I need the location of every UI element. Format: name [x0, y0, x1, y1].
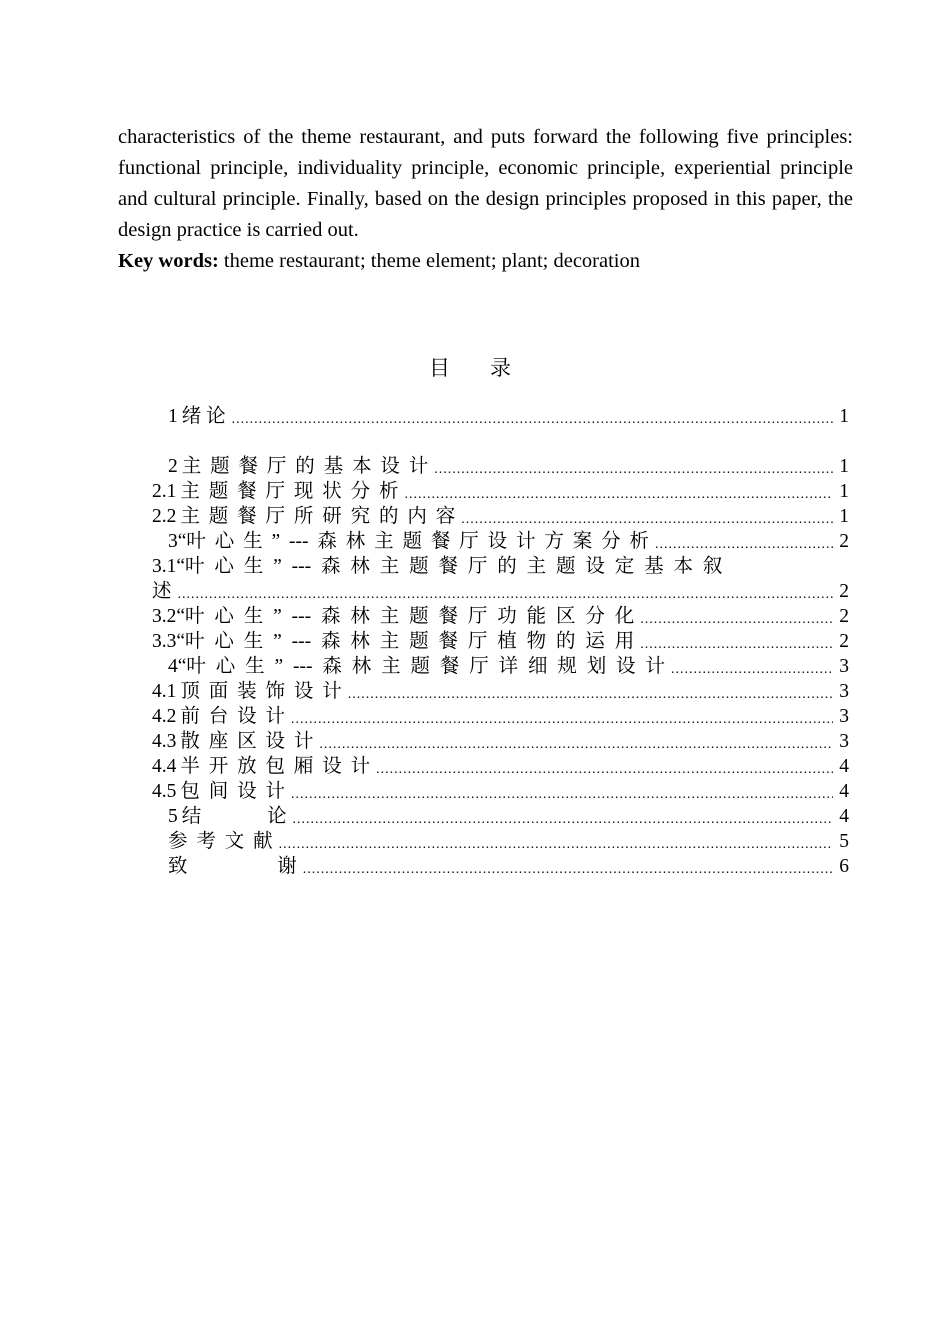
toc-entry[interactable] — [152, 729, 849, 754]
toc-entry[interactable] — [152, 629, 849, 654]
toc-entry-page: 3 — [839, 706, 849, 727]
abstract-paragraph: characteristics of the theme restaurant, and puts forward the following five principles: functional principle, individuality principle, economic principle, experiential principle and cultural principle. Finally, based on the design principles proposed in this paper, the design practice is carried out. — [118, 126, 853, 241]
toc-entry-number: 4.1 — [152, 681, 177, 702]
toc-leader-dots — [376, 761, 833, 779]
toc-entry-title: “叶 心 生 ” --- 森 林 主 题 餐 厅 植 物 的 运 用 — [176, 631, 635, 652]
toc-entry-number: 3.2 — [152, 606, 177, 627]
toc-entry-title: 散 座 区 设 计 — [180, 731, 314, 752]
toc-entry[interactable] — [152, 529, 849, 554]
toc-entry-number: 4 — [168, 656, 178, 677]
toc-leader-dots — [640, 636, 833, 654]
toc-entry-number: 4.3 — [152, 731, 177, 752]
toc-entry-page: 2 — [839, 606, 849, 627]
toc-entry-title: 参 考 文 献 — [168, 831, 273, 852]
keywords-line — [118, 246, 853, 277]
toc-entry-continuation[interactable] — [152, 579, 849, 604]
toc-entry-number: 4.4 — [152, 756, 177, 777]
toc-entry-title: 主 题 餐 厅 所 研 究 的 内 容 — [180, 506, 456, 527]
toc-entry-title: 主 题 餐 厅 的 基 本 设 计 — [181, 456, 429, 477]
toc-entry-number: 3 — [168, 531, 178, 552]
toc-entry-number: 4.2 — [152, 706, 177, 727]
toc-entry-number: 3.1 — [152, 556, 177, 577]
toc-leader-dots — [671, 661, 833, 679]
toc-leader-dots — [293, 811, 833, 829]
toc-entry-title-continued: 述 — [152, 581, 172, 602]
keywords-text: theme restaurant; theme element; plant; decoration — [218, 250, 641, 272]
toc-entry-number: 2.2 — [152, 506, 177, 527]
toc-entry-page: 2 — [839, 531, 849, 552]
toc-leader-dots — [291, 786, 833, 804]
toc-entry-title: 前 台 设 计 — [180, 706, 286, 727]
toc-entry-number: 5 — [168, 806, 178, 827]
toc-entry-page: 3 — [839, 681, 849, 702]
toc-entry-page: 1 — [839, 481, 849, 502]
toc-entry-title: 顶 面 装 饰 设 计 — [180, 681, 342, 702]
toc-leader-dots — [319, 736, 833, 754]
toc-entry[interactable] — [152, 554, 849, 579]
toc-leader-dots — [348, 686, 833, 704]
toc-entry-number: 3.3 — [152, 631, 177, 652]
toc-entry-number: 4.5 — [152, 781, 177, 802]
toc-entry[interactable] — [152, 679, 849, 704]
toc-leader-dots — [291, 711, 833, 729]
toc-entry-page: 3 — [839, 656, 849, 677]
toc-leader-dots — [279, 836, 833, 854]
toc-entry-page: 2 — [839, 581, 849, 602]
toc-entry-page: 1 — [839, 406, 849, 427]
toc-entry-title: 绪 论 — [181, 406, 226, 427]
toc-title: 目录 — [429, 356, 551, 380]
toc-entry-page: 5 — [839, 831, 849, 852]
toc-entry[interactable] — [152, 504, 849, 529]
toc-entry-title: 结 论 — [181, 806, 287, 827]
toc-entry-number: 1 — [168, 406, 178, 427]
toc-entry-title: 主 题 餐 厅 现 状 分 析 — [180, 481, 399, 502]
toc-entry[interactable] — [152, 454, 849, 479]
toc-entry[interactable] — [152, 829, 849, 854]
toc-leader-dots — [178, 586, 833, 604]
toc-leader-dots — [640, 611, 833, 629]
toc-entry[interactable] — [152, 854, 849, 879]
toc-leader-dots — [303, 861, 833, 879]
toc-leader-dots — [434, 461, 833, 479]
toc-entry[interactable] — [152, 479, 849, 504]
toc-entry[interactable] — [152, 754, 849, 779]
toc-entry-number: 2.1 — [152, 481, 177, 502]
toc-leader-dots — [461, 511, 833, 529]
toc-entry[interactable] — [152, 604, 849, 629]
toc-entry-page: 1 — [839, 506, 849, 527]
toc-entry-number: 2 — [168, 456, 178, 477]
toc-entry-page: 3 — [839, 731, 849, 752]
toc-entry-title: 半 开 放 包 厢 设 计 — [180, 756, 371, 777]
toc-entry-title: “叶 心 生 ” --- 森 林 主 题 餐 厅 详 细 规 划 设 计 — [177, 656, 666, 677]
toc-entry-title: 致 谢 — [168, 856, 297, 877]
keywords-label: Key words: — [118, 250, 219, 272]
toc-entry[interactable] — [152, 804, 849, 829]
toc-entry[interactable] — [152, 704, 849, 729]
toc-entry-page: 4 — [839, 806, 849, 827]
toc-entry-page: 6 — [839, 856, 849, 877]
toc-entry-title: “叶 心 生 ” --- 森 林 主 题 餐 厅 的 主 题 设 定 基 本 叙 — [176, 556, 723, 577]
toc-entry[interactable] — [152, 779, 849, 804]
toc-entry-title: 包 间 设 计 — [180, 781, 286, 802]
toc-entry[interactable] — [152, 404, 849, 429]
toc-entry-page: 4 — [839, 781, 849, 802]
toc-leader-dots — [405, 486, 833, 504]
toc-entry[interactable] — [152, 654, 849, 679]
table-of-contents — [152, 404, 849, 879]
toc-leader-dots — [655, 536, 833, 554]
toc-entry-page: 1 — [839, 456, 849, 477]
toc-entry-title: “叶 心 生 ” --- 森 林 主 题 餐 厅 功 能 区 分 化 — [176, 606, 635, 627]
toc-leader-dots — [232, 411, 833, 429]
toc-entry-page: 4 — [839, 756, 849, 777]
toc-entry-page: 2 — [839, 631, 849, 652]
toc-entry-title: “叶 心 生 ” --- 森 林 主 题 餐 厅 设 计 方 案 分 析 — [177, 531, 650, 552]
